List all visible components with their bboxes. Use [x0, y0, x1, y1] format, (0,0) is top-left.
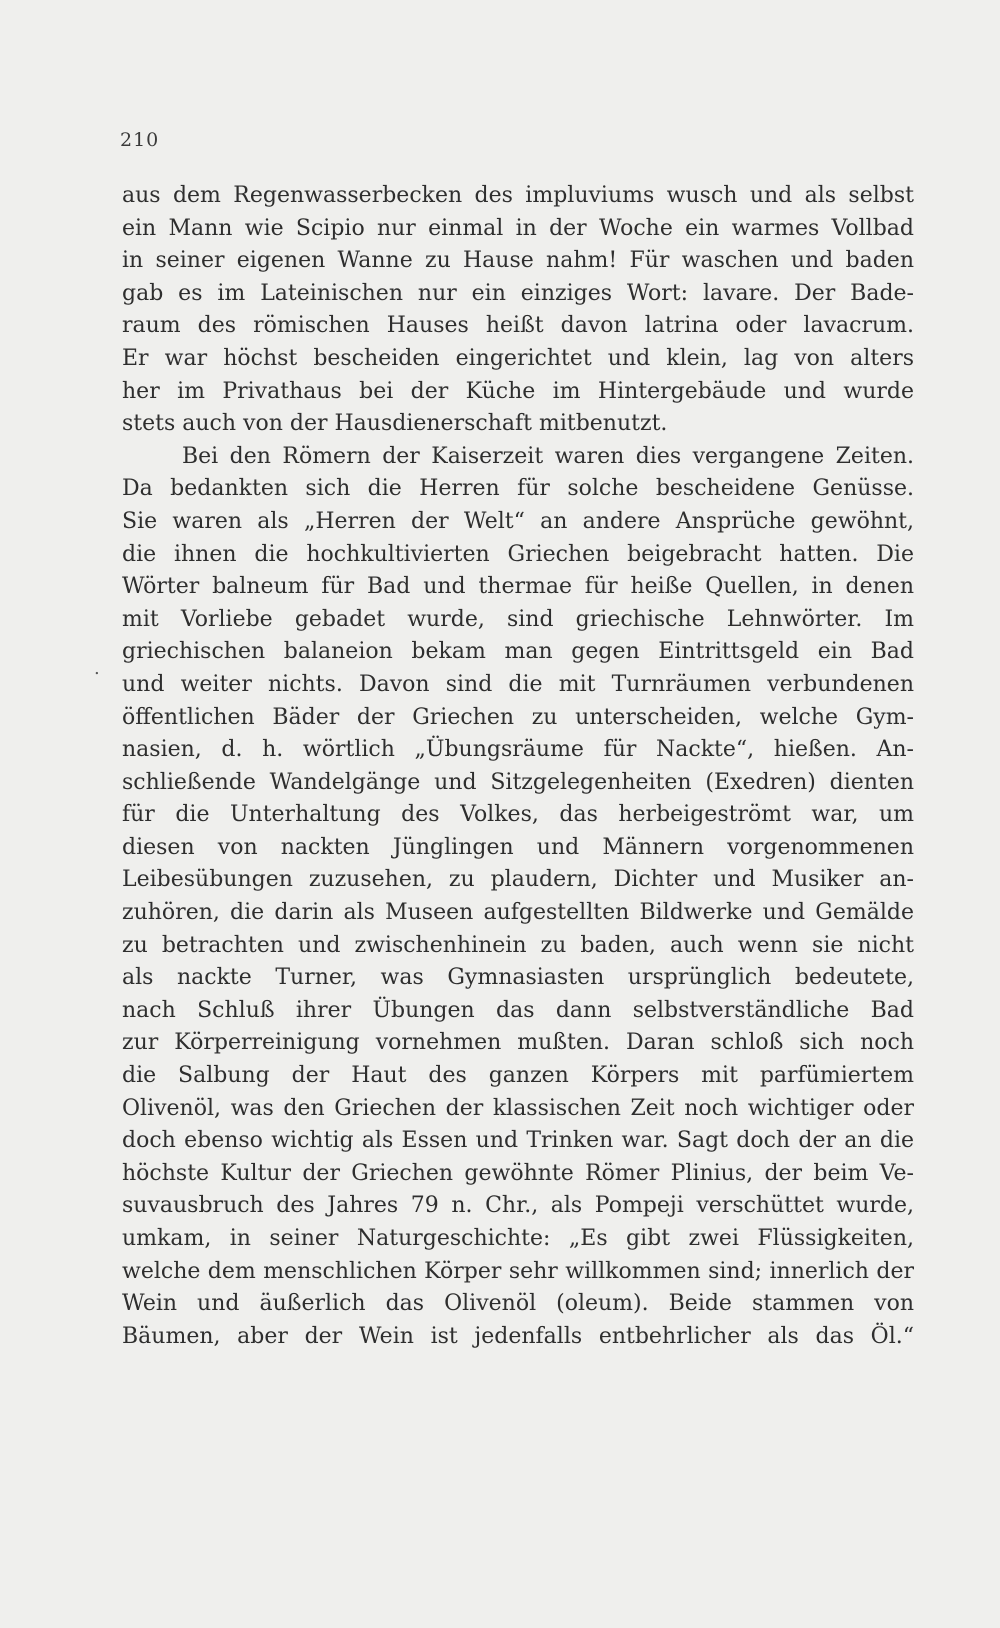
text-line: für die Unterhaltung des Volkes, das herbeigeströmt war, um — [122, 802, 914, 828]
body-text — [122, 180, 914, 1353]
text-line: Leibesübungen zuzusehen, zu plaudern, Dichter und Musiker an- — [122, 867, 914, 893]
text-line: stets auch von der Hausdienerschaft mitbenutzt. — [122, 411, 668, 437]
text-line: zur Körperreinigung vornehmen mußten. Daran schloß sich noch — [122, 1030, 914, 1056]
text-line: aus dem Regenwasserbecken des impluviums wusch und als selbst — [122, 183, 914, 208]
text-line: her im Privathaus bei der Küche im Hintergebäude und wurde — [122, 378, 914, 404]
text-line: ein Mann wie Scipio nur einmal in der Woche ein warmes Vollbad — [122, 215, 914, 241]
text-line: welche dem menschlichen Körper sehr willkommen sind; innerlich der — [122, 1258, 914, 1284]
text-line: mit Vorliebe gebadet wurde, sind griechische Lehnwörter. Im — [122, 606, 914, 632]
text-line: raum des römischen Hauses heißt davon latrina oder lavacrum. — [122, 313, 914, 339]
page-number: 210 — [120, 129, 160, 151]
text-line: zuhören, die darin als Museen aufgestellten Bildwerke und Gemälde — [122, 900, 914, 926]
text-line: Da bedankten sich die Herren für solche bescheidene Genüsse. — [122, 476, 914, 502]
text-line: umkam, in seiner Naturgeschichte: „Es gibt zwei Flüssigkeiten, — [122, 1226, 914, 1251]
text-line: doch ebenso wichtig als Essen und Trinken war. Sagt doch der an die — [122, 1128, 914, 1154]
text-line: und weiter nichts. Davon sind die mit Turnräumen verbundenen — [122, 671, 914, 697]
text-line: Er war höchst bescheiden eingerichtet und klein, lag von alters — [122, 345, 914, 371]
text-line: Bäumen, aber der Wein ist jedenfalls entbehrlicher als das Öl.“ — [122, 1323, 914, 1349]
text-line: suvausbruch des Jahres 79 n. Chr., als Pompeji verschüttet wurde, — [122, 1193, 914, 1219]
text-line: die Salbung der Haut des ganzen Körpers mit parfümiertem — [122, 1063, 914, 1089]
text-line: zu betrachten und zwischenhinein zu baden, auch wenn sie nicht — [122, 932, 914, 958]
text-line: Bei den Römern der Kaiserzeit waren dies vergangene Zeiten. — [182, 443, 914, 469]
text-line: öffentlichen Bäder der Griechen zu unterscheiden, welche Gym- — [122, 704, 914, 730]
text-line: nach Schluß ihrer Übungen das dann selbstverständliche Bad — [122, 997, 914, 1023]
text-line: Sie waren als „Herren der Welt“ an andere Ansprüche gewöhnt, — [122, 508, 914, 534]
text-line: Olivenöl, was den Griechen der klassischen Zeit noch wichtiger oder — [122, 1095, 914, 1121]
text-line: Wörter balneum für Bad und thermae für heiße Quellen, in denen — [122, 574, 914, 600]
text-line: als nackte Turner, was Gymnasiasten ursprünglich bedeutete, — [122, 965, 914, 991]
text-line: diesen von nackten Jünglingen und Männern vorgenommenen — [122, 834, 914, 860]
text-line: griechischen balaneion bekam man gegen Eintrittsgeld ein Bad — [122, 639, 914, 665]
margin-mark: . — [94, 658, 100, 679]
text-line: höchste Kultur der Griechen gewöhnte Römer Plinius, der beim Ve- — [122, 1160, 914, 1186]
text-line: schließende Wandelgänge und Sitzgelegenheiten (Exedren) dienten — [122, 769, 914, 795]
text-line: nasien, d. h. wörtlich „Übungsräume für Nackte“, hießen. An- — [122, 737, 914, 763]
text-line: die ihnen die hochkultivierten Griechen beigebracht hatten. Die — [122, 541, 914, 567]
text-line: in seiner eigenen Wanne zu Hause nahm! Für waschen und baden — [122, 248, 914, 274]
text-line: Wein und äußerlich das Olivenöl (oleum). Beide stammen von — [122, 1291, 914, 1317]
text-line: gab es im Lateinischen nur ein einziges Wort: lavare. Der Bade- — [122, 280, 914, 306]
